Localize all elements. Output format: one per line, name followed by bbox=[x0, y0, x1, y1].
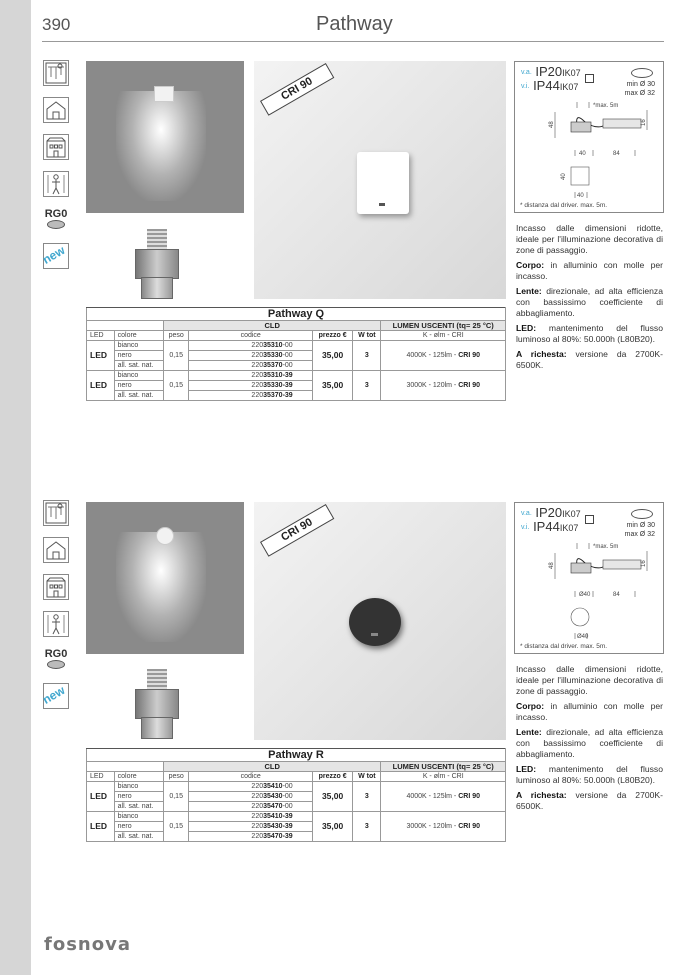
code-suffix: -00 bbox=[282, 342, 293, 349]
cutout-icon bbox=[631, 68, 653, 78]
code-prefix: 220 bbox=[251, 382, 264, 389]
desc-led-label: LED: bbox=[516, 764, 537, 774]
codice-cell bbox=[189, 391, 313, 401]
codice-cell bbox=[189, 361, 313, 371]
code-prefix: 220 bbox=[251, 823, 264, 830]
ip-vi-label: v.i. bbox=[521, 83, 530, 91]
desc-lente-label: Lente: bbox=[516, 286, 542, 296]
cutout-max: max Ø 32 bbox=[624, 531, 655, 538]
code-prefix: 220 bbox=[251, 783, 264, 790]
wtot-cell: 3 bbox=[353, 782, 381, 812]
header-divider bbox=[42, 41, 664, 42]
ip-vi-label: v.i. bbox=[521, 524, 530, 532]
prezzo-cell: 35,00 bbox=[312, 812, 352, 842]
code-suffix: -00 bbox=[282, 803, 293, 810]
fosnova-logo: fosnova bbox=[44, 934, 131, 955]
ip-square-icon bbox=[585, 515, 594, 524]
ip-square-icon bbox=[585, 74, 594, 83]
table-row bbox=[87, 782, 506, 792]
codice-cell bbox=[189, 351, 313, 361]
code-suffix: -00 bbox=[282, 362, 293, 369]
column-header: prezzo € bbox=[312, 331, 352, 341]
prezzo-cell: 35,00 bbox=[312, 782, 352, 812]
code-main: 35430 bbox=[263, 793, 283, 800]
square-lamp bbox=[357, 152, 409, 214]
code-prefix: 220 bbox=[251, 813, 264, 820]
lit-wall-photo bbox=[86, 61, 244, 213]
cri-text: CRI 90 bbox=[458, 793, 480, 800]
lumen-cell bbox=[381, 371, 506, 401]
code-main: 35330-39 bbox=[263, 382, 293, 389]
code-main: 35370 bbox=[263, 362, 283, 369]
codice-cell bbox=[189, 802, 313, 812]
colore-cell: bianco bbox=[114, 371, 163, 381]
peso-cell: 0,15 bbox=[163, 371, 189, 401]
colore-cell: bianco bbox=[114, 782, 163, 792]
product-description bbox=[516, 664, 663, 816]
group-cld: CLD bbox=[163, 762, 381, 772]
group-empty bbox=[87, 762, 164, 772]
cri-text: CRI 90 bbox=[458, 382, 480, 389]
rg0-label: RG0 bbox=[44, 208, 68, 220]
desc-richiesta-label: A richesta: bbox=[516, 349, 567, 359]
cri-text: CRI 90 bbox=[458, 352, 480, 359]
lumen-text: 3000K - 120lm - bbox=[406, 823, 459, 830]
dim-width-84: 84 bbox=[613, 592, 620, 598]
desc-lente bbox=[516, 286, 663, 319]
lumen-text: 4000K - 125lm - bbox=[406, 352, 459, 359]
code-main: 35310-39 bbox=[263, 372, 293, 379]
lumen-text: 3000K - 120lm - bbox=[406, 382, 459, 389]
group-cld: CLD bbox=[163, 321, 381, 331]
spec-box bbox=[514, 61, 664, 213]
spec-box bbox=[514, 502, 664, 654]
housing-part bbox=[135, 249, 179, 279]
peso-cell: 0,15 bbox=[163, 341, 189, 371]
eye-icon bbox=[47, 660, 65, 669]
code-prefix: 220 bbox=[251, 392, 264, 399]
led-cell: LED bbox=[87, 812, 115, 842]
colore-cell: bianco bbox=[114, 812, 163, 822]
desc-lente-label: Lente: bbox=[516, 727, 542, 737]
desc-led-text: mantenimento del flusso luminoso al 80%: 50.000h (L80B20). bbox=[516, 764, 663, 785]
house-outdoor-icon bbox=[43, 537, 69, 563]
dim-bottom-40: Ø40 bbox=[577, 634, 589, 640]
codice-cell bbox=[189, 381, 313, 391]
column-header: K - ølm - CRI bbox=[381, 331, 506, 341]
column-header: codice bbox=[189, 331, 313, 341]
spec-note: * distanza dal driver. max. 5m. bbox=[520, 643, 608, 650]
lit-wall-photo bbox=[86, 502, 244, 654]
colore-cell: all. sat. nat. bbox=[114, 802, 163, 812]
ik-vi-value: IK07 bbox=[559, 523, 579, 533]
desc-intro: Incasso dalle dimensioni ridotte, ideale per l'illuminazione decorativa di zone di passaggio. bbox=[516, 223, 663, 255]
code-main: 35410 bbox=[263, 783, 283, 790]
colore-cell: all. sat. nat. bbox=[114, 361, 163, 371]
cri-badge: CRI 90 bbox=[260, 504, 334, 557]
ip-vi-value: IP44 bbox=[533, 519, 560, 534]
wtot-cell: 3 bbox=[353, 371, 381, 401]
eye-icon bbox=[47, 220, 65, 229]
desc-richiesta bbox=[516, 349, 663, 371]
peso-cell: 0,15 bbox=[163, 782, 189, 812]
code-prefix: 220 bbox=[251, 833, 264, 840]
lumen-text: 4000K - 125lm - bbox=[406, 793, 459, 800]
group-empty bbox=[87, 321, 164, 331]
colore-cell: all. sat. nat. bbox=[114, 391, 163, 401]
desc-richiesta-text: versione da 2700K-6500K. bbox=[516, 349, 663, 370]
codice-cell bbox=[189, 341, 313, 351]
page-sidebar bbox=[0, 0, 31, 975]
led-cell: LED bbox=[87, 782, 115, 812]
ip-va bbox=[521, 64, 581, 79]
colore-cell: all. sat. nat. bbox=[114, 832, 163, 842]
light-glow bbox=[116, 91, 206, 201]
led-cell: LED bbox=[87, 341, 115, 371]
desc-richiesta bbox=[516, 790, 663, 812]
code-main: 35470 bbox=[263, 803, 283, 810]
desc-corpo bbox=[516, 260, 663, 282]
column-header: peso bbox=[163, 331, 189, 341]
dim-bottom-40: 40 bbox=[577, 193, 584, 199]
codice-cell bbox=[189, 371, 313, 381]
ik-va-value: IK07 bbox=[562, 68, 581, 78]
column-header: LED bbox=[87, 331, 115, 341]
cutout-dimensions bbox=[625, 80, 655, 98]
base-part bbox=[141, 717, 173, 739]
lumen-cell bbox=[381, 341, 506, 371]
cutout-icon bbox=[631, 509, 653, 519]
code-prefix: 220 bbox=[251, 352, 264, 359]
led-cell: LED bbox=[87, 371, 115, 401]
code-main: 35410-39 bbox=[263, 813, 293, 820]
round-lamp bbox=[349, 598, 401, 646]
person-height-icon bbox=[43, 171, 69, 197]
column-header: LED bbox=[87, 772, 115, 782]
column-header: W tot bbox=[353, 331, 381, 341]
code-prefix: 220 bbox=[251, 372, 264, 379]
wtot-cell: 3 bbox=[353, 812, 381, 842]
peso-cell: 0,15 bbox=[163, 812, 189, 842]
ik-va-value: IK07 bbox=[562, 509, 581, 519]
cutout-max: max Ø 32 bbox=[624, 90, 655, 97]
rg0-eye-icon bbox=[43, 208, 69, 232]
ip-vi bbox=[521, 78, 578, 93]
desc-lente bbox=[516, 727, 663, 760]
code-main: 35370-39 bbox=[263, 392, 293, 399]
dim-width-84: 84 bbox=[613, 151, 620, 157]
table-row bbox=[87, 812, 506, 822]
feature-icons bbox=[40, 60, 71, 280]
cri-badge: CRI 90 bbox=[260, 63, 334, 116]
column-header: colore bbox=[114, 772, 163, 782]
header-row bbox=[87, 772, 506, 782]
page-number: 390 bbox=[42, 15, 71, 34]
ip-vi-value: IP44 bbox=[533, 78, 560, 93]
dim-height-48: 48 bbox=[549, 562, 555, 569]
wtot-cell: 3 bbox=[353, 341, 381, 371]
cri-text: CRI 90 bbox=[458, 823, 480, 830]
column-header: peso bbox=[163, 772, 189, 782]
table-row bbox=[87, 341, 506, 351]
code-suffix: -00 bbox=[282, 783, 293, 790]
cutout-min: min Ø 30 bbox=[626, 81, 655, 88]
light-glow bbox=[116, 532, 206, 642]
desc-led bbox=[516, 323, 663, 345]
colore-cell: nero bbox=[114, 822, 163, 832]
desc-corpo-label: Corpo: bbox=[516, 260, 545, 270]
desc-corpo-label: Corpo: bbox=[516, 701, 545, 711]
dimension-drawing bbox=[519, 100, 659, 200]
code-main: 35310 bbox=[263, 342, 283, 349]
recessed-ceiling-icon bbox=[43, 60, 69, 86]
column-header: W tot bbox=[353, 772, 381, 782]
house-outdoor-icon bbox=[43, 97, 69, 123]
code-suffix: -00 bbox=[282, 352, 293, 359]
colore-cell: bianco bbox=[114, 341, 163, 351]
code-prefix: 220 bbox=[251, 342, 264, 349]
desc-richiesta-text: versione da 2700K-6500K. bbox=[516, 790, 663, 811]
product-table bbox=[86, 748, 506, 842]
codice-cell bbox=[189, 822, 313, 832]
code-prefix: 220 bbox=[251, 803, 264, 810]
desc-corpo-text: in alluminio con molle per incasso. bbox=[516, 260, 664, 281]
page-title: Pathway bbox=[316, 13, 393, 35]
desc-intro: Incasso dalle dimensioni ridotte, ideale per l'illuminazione decorativa di zone di passaggio. bbox=[516, 664, 663, 696]
code-prefix: 220 bbox=[251, 793, 264, 800]
feature-icons bbox=[40, 500, 71, 720]
desc-lente-text: direzionale, ad alta efficienza con bassissimo coefficiente di abbagliamento. bbox=[516, 727, 664, 759]
lumen-cell bbox=[381, 782, 506, 812]
product-photo bbox=[254, 61, 506, 299]
code-prefix: 220 bbox=[251, 362, 264, 369]
table-title: Pathway Q bbox=[87, 308, 506, 321]
colore-cell: nero bbox=[114, 351, 163, 361]
fixture-on-wall bbox=[154, 86, 174, 102]
dim-max-distance: *max. 5m bbox=[593, 103, 619, 109]
lumen-cell bbox=[381, 812, 506, 842]
housing-part bbox=[135, 689, 179, 719]
codice-cell bbox=[189, 782, 313, 792]
spec-note: * distanza dal driver. max. 5m. bbox=[520, 202, 608, 209]
code-main: 35470-39 bbox=[263, 833, 293, 840]
prezzo-cell: 35,00 bbox=[312, 341, 352, 371]
dimension-drawing bbox=[519, 541, 659, 641]
rg0-label: RG0 bbox=[44, 648, 68, 660]
dim-height-16: 16 bbox=[641, 560, 647, 567]
code-main: 35330 bbox=[263, 352, 283, 359]
cutout-dimensions bbox=[625, 521, 655, 539]
table-row bbox=[87, 371, 506, 381]
desc-led-text: mantenimento del flusso luminoso al 80%: 50.000h (L80B20). bbox=[516, 323, 663, 344]
dim-max-distance: *max. 5m bbox=[593, 544, 619, 550]
person-height-icon bbox=[43, 611, 69, 637]
ik-vi-value: IK07 bbox=[559, 82, 579, 92]
recessed-ceiling-icon bbox=[43, 500, 69, 526]
desc-led-label: LED: bbox=[516, 323, 537, 333]
product-component-image bbox=[123, 669, 191, 743]
dim-side-40: 40 bbox=[561, 173, 567, 180]
cutout-min: min Ø 30 bbox=[626, 522, 655, 529]
group-lumen: LUMEN USCENTI (tq= 25 °C) bbox=[381, 321, 506, 331]
ip-va bbox=[521, 505, 581, 520]
product-description bbox=[516, 223, 663, 375]
column-header: codice bbox=[189, 772, 313, 782]
colore-cell: nero bbox=[114, 381, 163, 391]
new-icon bbox=[40, 243, 69, 269]
desc-led bbox=[516, 764, 663, 786]
building-facade-icon bbox=[43, 134, 69, 160]
header-row bbox=[87, 331, 506, 341]
group-lumen: LUMEN USCENTI (tq= 25 °C) bbox=[381, 762, 506, 772]
code-main: 35430-39 bbox=[263, 823, 293, 830]
codice-cell bbox=[189, 832, 313, 842]
base-part bbox=[141, 277, 173, 299]
colore-cell: nero bbox=[114, 792, 163, 802]
column-header: prezzo € bbox=[312, 772, 352, 782]
new-label: new bbox=[40, 243, 68, 267]
new-icon bbox=[40, 683, 69, 709]
codice-cell bbox=[189, 812, 313, 822]
codice-cell bbox=[189, 792, 313, 802]
desc-corpo-text: in alluminio con molle per incasso. bbox=[516, 701, 664, 722]
ip-va-value: IP20 bbox=[535, 64, 563, 79]
dim-height-16: 16 bbox=[641, 119, 647, 126]
prezzo-cell: 35,00 bbox=[312, 371, 352, 401]
desc-corpo bbox=[516, 701, 663, 723]
code-suffix: -00 bbox=[282, 793, 293, 800]
dim-height-48: 48 bbox=[549, 121, 555, 128]
product-table bbox=[86, 307, 506, 401]
column-header: K - ølm - CRI bbox=[381, 772, 506, 782]
desc-lente-text: direzionale, ad alta efficienza con bassissimo coefficiente di abbagliamento. bbox=[516, 286, 664, 318]
product-component-image bbox=[123, 229, 191, 303]
ip-va-label: v.a. bbox=[521, 69, 532, 77]
fixture-on-wall bbox=[156, 527, 174, 545]
dim-width-40: Ø40 bbox=[579, 592, 591, 598]
dim-width-40: 40 bbox=[579, 151, 586, 157]
ip-va-label: v.a. bbox=[521, 510, 532, 518]
lamp-led bbox=[379, 203, 385, 206]
rg0-eye-icon bbox=[43, 648, 69, 672]
column-header: colore bbox=[114, 331, 163, 341]
product-photo bbox=[254, 502, 506, 740]
building-facade-icon bbox=[43, 574, 69, 600]
ip-vi bbox=[521, 519, 578, 534]
desc-richiesta-label: A richesta: bbox=[516, 790, 567, 800]
table-title: Pathway R bbox=[87, 749, 506, 762]
new-label: new bbox=[40, 683, 68, 707]
ip-va-value: IP20 bbox=[535, 505, 563, 520]
